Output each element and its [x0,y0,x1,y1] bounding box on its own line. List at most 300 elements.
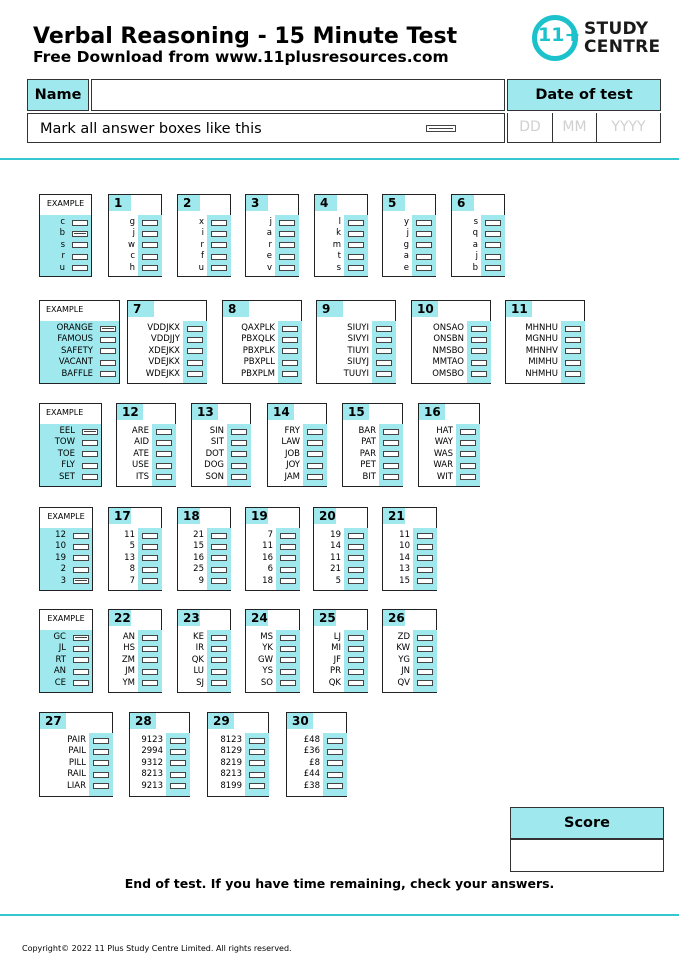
answer-checkbox[interactable] [93,760,109,766]
answer-checkbox[interactable] [348,657,364,663]
answer-checkbox[interactable] [565,337,581,343]
answer-option [128,346,208,357]
answer-checkbox[interactable] [416,265,432,271]
answer-checkbox[interactable] [73,635,89,641]
option-label: 11 [262,541,273,552]
answer-checkbox[interactable] [376,326,392,332]
answer-checkbox[interactable] [416,220,432,226]
answer-checkbox[interactable] [417,646,433,652]
option-label: b [59,228,65,239]
top-divider [0,158,679,160]
answer-checkbox[interactable] [279,231,295,237]
study-centre-logo [532,15,662,61]
answer-checkbox[interactable] [93,738,109,744]
answer-checkbox[interactable] [348,242,364,248]
answer-checkbox[interactable] [211,242,227,248]
answer-checkbox[interactable] [485,220,501,226]
answer-checkbox[interactable] [485,242,501,248]
option-label: YK [262,643,273,654]
answer-checkbox[interactable] [73,680,89,686]
answer-checkbox[interactable] [170,749,186,755]
answer-checkbox[interactable] [471,326,487,332]
answer-checkbox[interactable] [249,772,265,778]
answer-option [130,746,191,757]
question-box [39,712,113,797]
answer-checkbox[interactable] [348,220,364,226]
answer-checkbox[interactable] [460,474,476,480]
option-label: e [403,262,409,273]
answer-checkbox[interactable] [280,669,296,675]
question-number: 1 [109,195,131,211]
answer-checkbox[interactable] [327,760,343,766]
answer-checkbox[interactable] [471,360,487,366]
answer-checkbox[interactable] [307,474,323,480]
answer-checkbox[interactable] [249,760,265,766]
answer-checkbox[interactable] [72,220,88,226]
answer-checkbox[interactable] [348,231,364,237]
answer-checkbox[interactable] [417,578,433,584]
answer-checkbox[interactable] [383,440,399,446]
answer-option [109,678,163,689]
answer-checkbox[interactable] [73,578,89,584]
question-number: 19 [246,508,268,524]
option-label: VDEJKX [148,357,180,368]
answer-checkbox[interactable] [100,360,116,366]
answer-checkbox[interactable] [327,738,343,744]
page-title: Verbal Reasoning - 15 Minute Test [33,24,458,49]
answer-checkbox[interactable] [279,254,295,260]
answer-option [343,426,404,437]
answer-checkbox[interactable] [471,371,487,377]
option-label: TIUYI [347,345,369,356]
answer-checkbox[interactable] [142,231,158,237]
answer-checkbox[interactable] [485,254,501,260]
answer-checkbox[interactable] [327,772,343,778]
option-label: f [201,251,204,262]
answer-checkbox[interactable] [376,337,392,343]
option-label: PBXPLL [243,357,275,368]
score-field[interactable] [510,839,664,872]
option-label: j [406,228,409,239]
answer-checkbox[interactable] [156,463,172,469]
answer-option [208,746,270,757]
option-label: c [130,251,135,262]
example-label: EXAMPLE [46,408,84,417]
answer-checkbox[interactable] [348,646,364,652]
answer-option [40,541,94,552]
answer-option [419,426,481,437]
answer-checkbox[interactable] [72,242,88,248]
option-label: £36 [303,746,320,757]
answer-checkbox[interactable] [170,783,186,789]
answer-option [192,449,252,460]
option-label: 3 [60,575,66,586]
answer-option [223,357,303,368]
answer-checkbox[interactable] [249,783,265,789]
answer-option [314,632,369,643]
example-box [39,194,92,277]
answer-checkbox[interactable] [348,669,364,675]
answer-option [317,323,397,334]
answer-checkbox[interactable] [72,254,88,260]
option-label: SIVYI [347,334,369,345]
answer-checkbox[interactable] [416,254,432,260]
name-label: Name [27,79,89,111]
option-label: YG [398,654,410,665]
option-label: BAFFLE [61,368,93,379]
answer-checkbox[interactable] [460,463,476,469]
answer-option [109,251,163,262]
option-label: HAT [436,426,453,436]
answer-option [452,228,506,239]
answer-checkbox[interactable] [82,474,98,480]
answer-checkbox[interactable] [282,326,298,332]
answer-option [314,678,369,689]
answer-option [178,228,232,239]
answer-checkbox[interactable] [100,348,116,354]
answer-checkbox[interactable] [485,231,501,237]
option-label: MHNHU [525,323,558,333]
answer-checkbox[interactable] [348,265,364,271]
answer-checkbox[interactable] [383,463,399,469]
option-label: PBXPLK [242,345,275,356]
answer-checkbox[interactable] [142,680,158,686]
answer-checkbox[interactable] [376,360,392,366]
answer-option [317,357,397,368]
option-label: 15 [399,575,410,586]
option-label: 19 [330,530,341,540]
answer-option [317,334,397,345]
answer-checkbox[interactable] [348,544,364,550]
answer-checkbox[interactable] [460,451,476,457]
answer-checkbox[interactable] [348,533,364,539]
name-field[interactable] [91,79,505,111]
answer-checkbox[interactable] [307,463,323,469]
question-number: 3 [246,195,268,211]
answer-option [40,530,94,541]
answer-checkbox[interactable] [282,371,298,377]
option-label: SJ [196,677,204,688]
answer-option [506,357,586,368]
answer-checkbox[interactable] [348,635,364,641]
option-label: £44 [303,769,320,780]
answer-checkbox[interactable] [73,533,89,539]
answer-checkbox[interactable] [211,265,227,271]
answer-checkbox[interactable] [187,337,203,343]
answer-option [314,530,369,541]
answer-checkbox[interactable] [72,231,88,237]
option-label: JOY [286,460,300,471]
answer-checkbox[interactable] [211,544,227,550]
answer-checkbox[interactable] [93,772,109,778]
answer-option [419,460,481,471]
answer-checkbox[interactable] [416,231,432,237]
answer-checkbox[interactable] [565,371,581,377]
answer-checkbox[interactable] [142,646,158,652]
answer-checkbox[interactable] [282,337,298,343]
answer-checkbox[interactable] [211,555,227,561]
answer-checkbox[interactable] [142,254,158,260]
answer-checkbox[interactable] [142,555,158,561]
answer-checkbox[interactable] [485,265,501,271]
answer-option [130,758,191,769]
answer-checkbox[interactable] [142,567,158,573]
answer-checkbox[interactable] [187,371,203,377]
answer-option [287,781,348,792]
copyright-notice: Copyright© 2022 11 Plus Study Centre Limited. All rights reserved. [22,944,292,953]
date-year-field[interactable]: YYYY [597,113,661,143]
answer-checkbox[interactable] [82,463,98,469]
option-label: LIAR [67,780,86,791]
answer-checkbox[interactable] [156,451,172,457]
answer-option [383,217,437,228]
answer-checkbox[interactable] [211,635,227,641]
answer-checkbox[interactable] [280,578,296,584]
answer-checkbox[interactable] [471,348,487,354]
answer-checkbox[interactable] [73,657,89,663]
answer-checkbox[interactable] [280,567,296,573]
answer-checkbox[interactable] [383,474,399,480]
answer-checkbox[interactable] [100,326,116,332]
option-label: 19 [55,552,66,563]
option-label: PAT [361,437,376,448]
option-label: VDDJJY [150,334,180,345]
answer-checkbox[interactable] [383,451,399,457]
answer-checkbox[interactable] [72,265,88,271]
answer-checkbox[interactable] [280,646,296,652]
question-box [129,712,190,797]
answer-checkbox[interactable] [327,749,343,755]
answer-option [178,655,232,666]
answer-option [246,576,301,587]
answer-checkbox[interactable] [565,360,581,366]
answer-checkbox[interactable] [170,738,186,744]
option-label: 14 [399,552,410,563]
option-label: j [132,228,135,239]
answer-checkbox[interactable] [249,749,265,755]
answer-option [109,564,163,575]
answer-checkbox[interactable] [211,646,227,652]
answer-checkbox[interactable] [82,440,98,446]
answer-checkbox[interactable] [565,326,581,332]
answer-checkbox[interactable] [417,680,433,686]
answer-checkbox[interactable] [231,451,247,457]
answer-checkbox[interactable] [211,220,227,226]
answer-checkbox[interactable] [282,348,298,354]
answer-checkbox[interactable] [417,567,433,573]
answer-checkbox[interactable] [280,544,296,550]
option-label: RAIL [67,769,86,780]
answer-checkbox[interactable] [348,578,364,584]
answer-checkbox[interactable] [170,760,186,766]
answer-checkbox[interactable] [93,749,109,755]
answer-checkbox[interactable] [348,555,364,561]
option-label: JOB [284,448,300,459]
answer-option [40,228,93,239]
answer-checkbox[interactable] [211,680,227,686]
answer-checkbox[interactable] [417,544,433,550]
option-label: 16 [193,552,204,563]
option-label: s [473,217,478,227]
answer-checkbox[interactable] [280,533,296,539]
answer-checkbox[interactable] [383,429,399,435]
option-label: v [266,262,272,273]
answer-checkbox[interactable] [416,242,432,248]
answer-checkbox[interactable] [307,429,323,435]
answer-checkbox[interactable] [280,680,296,686]
option-label: YM [122,677,135,688]
option-label: KW [396,643,410,654]
answer-checkbox[interactable] [327,783,343,789]
answer-option [419,449,481,460]
answer-checkbox[interactable] [279,265,295,271]
answer-checkbox[interactable] [187,348,203,354]
answer-checkbox[interactable] [348,567,364,573]
answer-checkbox[interactable] [211,578,227,584]
answer-checkbox[interactable] [142,578,158,584]
answer-option [109,553,163,564]
answer-checkbox[interactable] [280,555,296,561]
answer-option [383,632,438,643]
answer-checkbox[interactable] [142,533,158,539]
answer-checkbox[interactable] [142,220,158,226]
answer-checkbox[interactable] [307,440,323,446]
option-label: SET [59,471,75,482]
question-box [245,194,299,277]
answer-checkbox[interactable] [417,657,433,663]
answer-checkbox[interactable] [417,635,433,641]
answer-option [287,735,348,746]
answer-checkbox[interactable] [565,348,581,354]
answer-option [452,251,506,262]
option-label: OMSBO [432,368,464,379]
answer-checkbox[interactable] [280,657,296,663]
option-label: MMTAO [432,357,464,368]
answer-checkbox[interactable] [100,337,116,343]
answer-checkbox[interactable] [73,646,89,652]
answer-option [40,323,121,334]
answer-option [128,334,208,345]
answer-checkbox[interactable] [231,440,247,446]
answer-checkbox[interactable] [231,463,247,469]
answer-checkbox[interactable] [211,533,227,539]
answer-checkbox[interactable] [231,474,247,480]
answer-option [109,263,163,274]
answer-checkbox[interactable] [376,348,392,354]
answer-checkbox[interactable] [231,429,247,435]
answer-option [383,228,437,239]
answer-checkbox[interactable] [460,440,476,446]
answer-checkbox[interactable] [282,360,298,366]
answer-checkbox[interactable] [73,544,89,550]
answer-checkbox[interactable] [100,371,116,377]
answer-checkbox[interactable] [211,669,227,675]
answer-checkbox[interactable] [170,772,186,778]
answer-checkbox[interactable] [93,783,109,789]
answer-checkbox[interactable] [249,738,265,744]
option-label: ITS [135,471,149,482]
answer-checkbox[interactable] [211,254,227,260]
option-label: ORANGE [56,323,93,333]
answer-checkbox[interactable] [73,669,89,675]
answer-checkbox[interactable] [187,360,203,366]
answer-checkbox[interactable] [280,635,296,641]
answer-checkbox[interactable] [211,231,227,237]
answer-checkbox[interactable] [142,544,158,550]
option-label: IR [195,643,204,654]
answer-option [40,240,93,251]
answer-option [40,576,94,587]
option-label: JL [58,643,66,654]
option-label: 14 [330,541,341,552]
answer-checkbox[interactable] [417,533,433,539]
answer-checkbox[interactable] [142,635,158,641]
answer-option [178,217,232,228]
answer-checkbox[interactable] [156,440,172,446]
answer-checkbox[interactable] [211,657,227,663]
answer-checkbox[interactable] [417,555,433,561]
option-label: FLY [61,460,75,471]
answer-checkbox[interactable] [82,429,98,435]
answer-checkbox[interactable] [156,474,172,480]
answer-option [383,678,438,689]
answer-option [314,541,369,552]
option-label: 18 [262,575,273,586]
bottom-divider [0,914,679,916]
option-label: y [403,217,409,227]
answer-checkbox[interactable] [348,254,364,260]
answer-option [192,426,252,437]
answer-checkbox[interactable] [142,265,158,271]
answer-checkbox[interactable] [279,220,295,226]
option-label: 13 [399,564,410,575]
option-label: i [201,228,204,239]
answer-checkbox[interactable] [460,429,476,435]
option-label: DOT [205,448,224,459]
answer-checkbox[interactable] [156,429,172,435]
answer-checkbox[interactable] [211,567,227,573]
answer-checkbox[interactable] [417,669,433,675]
answer-option [412,369,492,380]
option-label: LU [193,666,204,677]
answer-option [315,263,369,274]
answer-checkbox[interactable] [376,371,392,377]
answer-checkbox[interactable] [142,657,158,663]
answer-option [117,449,177,460]
option-label: 9 [198,575,204,586]
option-label: MGNHU [525,334,558,345]
option-label: t [337,251,341,262]
answer-checkbox[interactable] [73,567,89,573]
date-month-field[interactable]: MM [553,113,597,143]
answer-option [109,217,163,228]
answer-checkbox[interactable] [307,451,323,457]
option-label: u [59,262,65,273]
answer-checkbox[interactable] [82,451,98,457]
answer-checkbox[interactable] [348,680,364,686]
answer-option [412,346,492,357]
answer-checkbox[interactable] [73,555,89,561]
answer-checkbox[interactable] [142,242,158,248]
answer-checkbox[interactable] [187,326,203,332]
answer-checkbox[interactable] [142,669,158,675]
answer-option [287,758,348,769]
answer-checkbox[interactable] [279,242,295,248]
date-day-field[interactable]: DD [507,113,553,143]
answer-checkbox[interactable] [471,337,487,343]
answer-option [178,240,232,251]
answer-option [40,357,121,368]
